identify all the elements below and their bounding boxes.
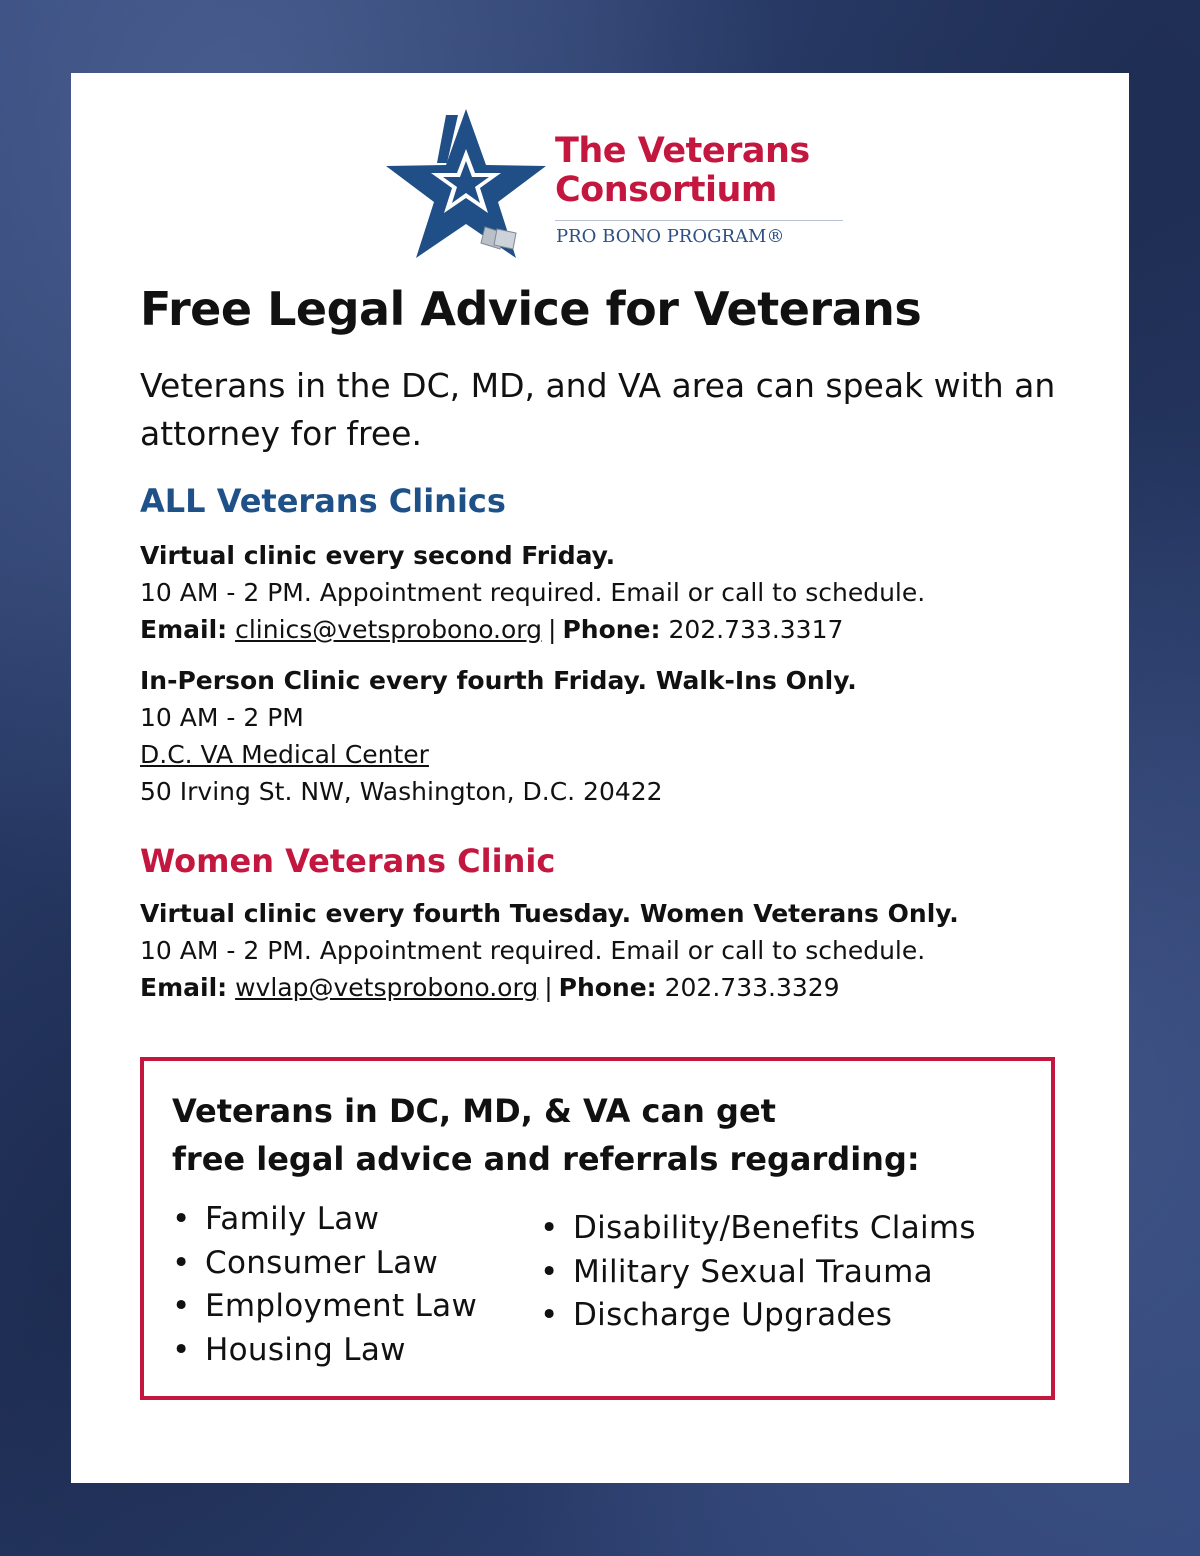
contact-separator: | bbox=[544, 973, 553, 1002]
logo-name-line2: Consortium bbox=[555, 170, 777, 210]
page-subtitle: Veterans in the DC, MD, and VA area can speak with an attorney for free. bbox=[140, 366, 1056, 453]
va-medical-center-link[interactable]: D.C. VA Medical Center bbox=[140, 740, 429, 769]
list-item: • Discharge Upgrades bbox=[540, 1294, 976, 1338]
veterans-consortium-logo bbox=[385, 107, 855, 267]
list-item: • Disability/Benefits Claims bbox=[540, 1207, 976, 1251]
logo-name bbox=[555, 132, 810, 210]
star-logo-icon bbox=[385, 107, 550, 267]
women-clinic-block bbox=[140, 895, 959, 1006]
list-item: • Consumer Law bbox=[172, 1242, 477, 1286]
clinics-phone: 202.733.3317 bbox=[668, 615, 844, 644]
women-clinic-contact bbox=[140, 969, 959, 1006]
list-item: • Employment Law bbox=[172, 1285, 477, 1329]
services-list-right bbox=[540, 1207, 976, 1338]
in-person-address: 50 Irving St. NW, Washington, D.C. 20422 bbox=[140, 777, 663, 806]
in-person-hours: 10 AM - 2 PM bbox=[140, 703, 304, 732]
email-label: Email: bbox=[140, 973, 228, 1002]
in-person-headline: In-Person Clinic every fourth Friday. Walk-Ins Only. bbox=[140, 666, 857, 695]
women-clinic-heading: Women Veterans Clinic bbox=[140, 842, 556, 880]
list-item: • Family Law bbox=[172, 1198, 477, 1242]
virtual-clinic-details: 10 AM - 2 PM. Appointment required. Email or call to schedule. bbox=[140, 578, 926, 607]
phone-label: Phone: bbox=[562, 615, 661, 644]
phone-label: Phone: bbox=[558, 973, 657, 1002]
services-box bbox=[140, 1057, 1055, 1400]
contact-separator: | bbox=[548, 615, 557, 644]
services-heading-line1: Veterans in DC, MD, & VA can get bbox=[172, 1092, 776, 1130]
virtual-clinic-contact bbox=[140, 611, 925, 648]
logo-divider bbox=[555, 220, 843, 221]
all-clinics-heading: ALL Veterans Clinics bbox=[140, 482, 506, 520]
logo-name-line1: The Veterans bbox=[555, 131, 810, 171]
wvlap-email-link[interactable]: wvlap@vetsprobono.org bbox=[235, 973, 539, 1002]
women-clinic-headline: Virtual clinic every fourth Tuesday. Women Veterans Only. bbox=[140, 899, 959, 928]
virtual-clinic-headline: Virtual clinic every second Friday. bbox=[140, 541, 616, 570]
women-clinic-phone: 202.733.3329 bbox=[664, 973, 840, 1002]
in-person-clinic-block bbox=[140, 662, 857, 810]
virtual-clinic-block bbox=[140, 537, 925, 648]
email-label: Email: bbox=[140, 615, 228, 644]
list-item: • Military Sexual Trauma bbox=[540, 1251, 976, 1295]
logo-program: PRO BONO PROGRAM® bbox=[556, 226, 785, 247]
services-list-left bbox=[172, 1198, 477, 1372]
clinics-email-link[interactable]: clinics@vetsprobono.org bbox=[235, 615, 543, 644]
services-heading-line2: free legal advice and referrals regarding: bbox=[172, 1140, 920, 1178]
page-title: Free Legal Advice for Veterans bbox=[140, 282, 922, 336]
women-clinic-details: 10 AM - 2 PM. Appointment required. Email or call to schedule. bbox=[140, 936, 926, 965]
services-heading bbox=[172, 1087, 920, 1183]
list-item: • Housing Law bbox=[172, 1329, 477, 1373]
